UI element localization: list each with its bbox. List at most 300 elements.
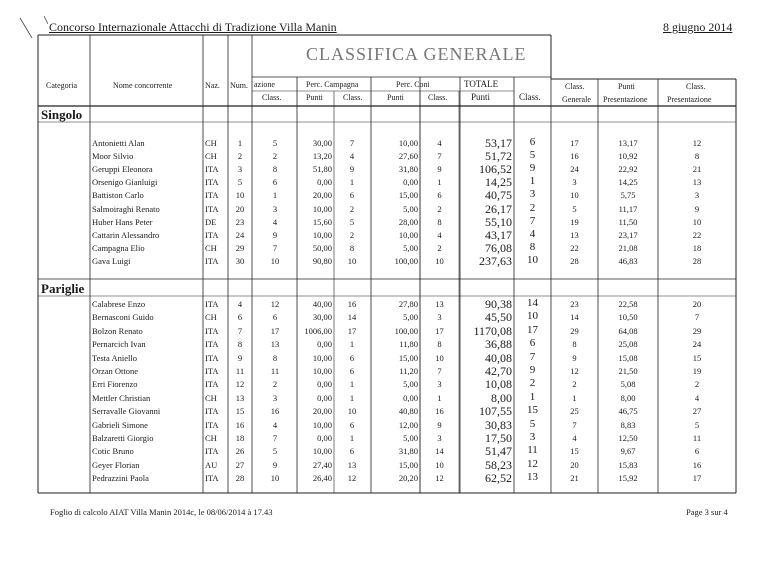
general-class: 4	[572, 433, 577, 443]
campagna-points: 0,00	[317, 379, 332, 390]
presentation-points: 21,08	[618, 242, 638, 253]
col-class-pres-1: Class.	[686, 82, 706, 91]
total-points: 26,17	[485, 201, 512, 216]
campagna-points: 51,80	[312, 164, 332, 175]
dressage-class: 3	[272, 203, 278, 214]
bib-number: 8	[237, 339, 243, 350]
general-class: 14	[570, 312, 579, 323]
coni-points: 20,20	[398, 473, 418, 484]
competitor-name: Antonietti Alan	[92, 138, 145, 148]
campagna-points: 1006,00	[304, 325, 332, 336]
presentation-class: 2	[694, 379, 700, 390]
coni-class: 4	[437, 138, 442, 148]
competitor-name: Pernarcich Ivan	[92, 339, 146, 350]
competitor-name: Orzan Ottone	[92, 366, 139, 376]
total-class: 1	[529, 175, 536, 188]
campagna-class: 6	[349, 352, 355, 363]
general-class: 23	[570, 299, 579, 309]
campagna-class: 6	[349, 190, 355, 201]
bib-number: 29	[235, 242, 245, 253]
bib-number: 23	[235, 216, 245, 227]
coni-class: 12	[435, 473, 444, 484]
total-class: 5	[529, 149, 536, 162]
campagna-class: 6	[349, 419, 355, 430]
campagna-points: 10,00	[312, 229, 332, 240]
bib-number: 13	[235, 392, 245, 403]
general-class: 29	[570, 325, 579, 336]
dressage-class: 7	[272, 433, 278, 443]
total-class: 4	[529, 227, 536, 240]
dressage-class: 13	[270, 339, 280, 350]
bib-number: 16	[235, 419, 245, 430]
dressage-class: 10	[270, 255, 280, 266]
total-class: 7	[529, 214, 536, 227]
dressage-class: 4	[272, 419, 278, 430]
general-class: 17	[570, 138, 579, 148]
campagna-class: 10	[347, 255, 357, 266]
total-class: 12	[527, 457, 538, 470]
campagna-points: 26,40	[312, 473, 332, 484]
campagna-class: 7	[349, 138, 355, 148]
presentation-class: 15	[692, 352, 702, 363]
nation: ITA	[205, 406, 219, 417]
presentation-points: 25,08	[618, 339, 638, 350]
campagna-class: 6	[349, 366, 355, 376]
document-date: 8 giugno 2014	[663, 20, 733, 34]
bib-number: 6	[237, 312, 243, 323]
competitor-name: Cotic Bruno	[92, 446, 134, 457]
total-points: 10,08	[485, 377, 512, 392]
competitor-name: Erri Fiorenzo	[92, 379, 138, 390]
presentation-points: 8,83	[620, 419, 636, 430]
bib-number: 15	[235, 406, 245, 417]
total-class: 15	[527, 404, 538, 417]
competitor-name: Battiston Carlo	[92, 190, 144, 201]
general-class: 3	[572, 177, 577, 188]
nation: ITA	[205, 379, 219, 390]
nation: ITA	[205, 229, 219, 240]
nation: DE	[205, 216, 217, 227]
coni-class: 17	[435, 325, 444, 336]
presentation-class: 19	[692, 366, 702, 376]
competitor-name: Testa Aniello	[92, 352, 137, 363]
nation: ITA	[205, 177, 219, 188]
coni-points: 15,00	[398, 352, 418, 363]
total-class: 9	[529, 162, 536, 175]
campagna-class: 8	[349, 242, 355, 253]
presentation-points: 13,17	[618, 138, 638, 148]
coni-class: 3	[437, 379, 442, 390]
general-class: 25	[570, 406, 579, 417]
competitor-name: Bolzon Renato	[92, 325, 143, 336]
presentation-class: 10	[692, 216, 702, 227]
coni-points: 28,00	[398, 216, 418, 227]
nation: ITA	[205, 419, 219, 430]
total-class: 8	[529, 240, 536, 253]
nation: AU	[205, 459, 218, 470]
campagna-points: 0,00	[317, 433, 332, 443]
total-points: 36,88	[485, 337, 512, 352]
presentation-points: 12,50	[618, 433, 638, 443]
nation: ITA	[205, 473, 219, 484]
nation: ITA	[205, 203, 219, 214]
general-class: 21	[570, 473, 579, 484]
presentation-points: 10,50	[618, 312, 638, 323]
coni-class: 8	[437, 339, 442, 350]
campagna-points: 30,00	[312, 138, 332, 148]
presentation-points: 22,92	[618, 164, 638, 175]
general-class: 5	[572, 203, 577, 214]
total-points: 55,10	[485, 214, 512, 229]
presentation-class: 24	[692, 339, 702, 350]
nation: ITA	[205, 164, 219, 175]
total-points: 107,55	[479, 404, 512, 419]
campagna-class: 2	[349, 229, 355, 240]
general-class: 9	[572, 352, 577, 363]
campagna-class: 9	[349, 164, 355, 175]
general-class: 28	[570, 255, 579, 266]
bib-number: 11	[235, 366, 245, 376]
general-class: 13	[570, 229, 579, 240]
presentation-points: 21,50	[618, 366, 638, 376]
campagna-points: 27,40	[312, 459, 332, 470]
coni-class: 14	[435, 446, 444, 457]
campagna-points: 0,00	[317, 177, 332, 188]
total-class: 2	[529, 201, 536, 214]
competitor-name: Calabrese Enzo	[92, 299, 146, 309]
presentation-points: 46,83	[618, 255, 638, 266]
total-class: 9	[529, 364, 536, 376]
campagna-points: 10,00	[312, 366, 332, 376]
dressage-class: 7	[272, 242, 278, 253]
dressage-class: 6	[272, 177, 278, 188]
col-class-generale-1: Class.	[565, 82, 585, 91]
total-points: 51,47	[485, 444, 512, 459]
bib-number: 28	[235, 473, 245, 484]
total-points: 53,17	[485, 136, 512, 150]
bib-number: 24	[235, 229, 245, 240]
general-class: 8	[572, 339, 577, 350]
campagna-points: 20,00	[312, 406, 332, 417]
nation: ITA	[205, 352, 219, 363]
coni-class: 3	[437, 433, 442, 443]
bib-number: 2	[237, 151, 243, 162]
presentation-points: 10,92	[618, 151, 638, 162]
coni-class: 7	[437, 366, 442, 376]
coni-points: 5,00	[403, 242, 418, 253]
nation: ITA	[205, 339, 219, 350]
presentation-points: 23,17	[618, 229, 638, 240]
nation: CH	[205, 392, 217, 403]
presentation-points: 14,25	[618, 177, 638, 188]
coni-points: 100,00	[394, 255, 418, 266]
campagna-class: 17	[347, 325, 357, 336]
competitor-name: Gava Luigi	[92, 255, 131, 266]
nation: ITA	[205, 446, 219, 457]
col-categoria: Categoria	[46, 81, 78, 90]
campagna-points: 0,00	[317, 339, 332, 350]
presentation-points: 8,00	[620, 392, 636, 403]
nation: ITA	[205, 190, 219, 201]
dressage-class: 8	[272, 164, 278, 175]
dressage-class: 10	[270, 473, 280, 484]
competitor-name: Mettler Christian	[92, 392, 151, 403]
presentation-class: 28	[692, 255, 702, 266]
coni-class: 3	[437, 312, 442, 323]
document-title: Concorso Internazionale Attacchi di Tradizione Villa Manin	[49, 20, 337, 34]
campagna-points: 15,60	[312, 216, 332, 227]
nation: CH	[205, 312, 217, 323]
presentation-points: 5,08	[620, 379, 636, 390]
total-points: 40,08	[485, 350, 512, 365]
total-class: 3	[529, 431, 536, 443]
col-naz: Naz.	[205, 81, 220, 90]
campagna-points: 10,00	[312, 203, 332, 214]
competitor-name: Orsenigo Gianluigi	[92, 177, 158, 188]
nation: CH	[205, 151, 217, 162]
campagna-points: 50,00	[312, 242, 332, 253]
presentation-class: 8	[694, 151, 700, 162]
dressage-class: 9	[272, 459, 278, 470]
bib-number: 27	[235, 459, 245, 470]
campagna-class: 1	[349, 392, 355, 403]
col-num: Num.	[230, 81, 248, 90]
campagna-class: 1	[349, 379, 355, 390]
coni-class: 1	[437, 177, 442, 188]
presentation-class: 21	[692, 164, 702, 175]
coni-class: 7	[437, 151, 442, 162]
campagna-points: 10,00	[312, 446, 332, 457]
total-class: 6	[529, 337, 536, 350]
competitor-name: Gabrieli Simone	[92, 419, 148, 430]
coni-class: 9	[437, 419, 442, 430]
competitor-name: Balzaretti Giorgio	[92, 433, 154, 443]
col-perc-campagna: Perc. Campagna	[306, 80, 359, 89]
presentation-class: 7	[694, 312, 700, 323]
presentation-class: 9	[694, 203, 700, 214]
campagna-class: 2	[349, 203, 355, 214]
competitor-name: Cattarin Alessandro	[92, 229, 160, 240]
general-class: 1	[572, 392, 577, 403]
campagna-class: 6	[349, 446, 355, 457]
coni-class: 6	[437, 190, 442, 201]
presentation-class: 17	[692, 473, 702, 484]
presentation-class: 11	[692, 433, 702, 443]
presentation-points: 11,50	[618, 216, 638, 227]
nation: ITA	[205, 255, 219, 266]
dressage-class: 11	[270, 366, 280, 376]
competitor-name: Campagna Elio	[92, 242, 145, 253]
campagna-class: 4	[349, 151, 355, 162]
presentation-points: 5,75	[620, 190, 636, 201]
campagna-points: 0,00	[317, 392, 332, 403]
total-points: 42,70	[485, 364, 512, 378]
competitor-name: Pedrazzini Paola	[92, 473, 149, 484]
competitor-name: Geyer Florian	[92, 459, 140, 470]
presentation-points: 15,92	[618, 473, 638, 484]
bib-number: 1	[237, 138, 243, 148]
coni-points: 15,00	[398, 459, 418, 470]
total-points: 14,25	[485, 175, 512, 190]
total-points: 40,75	[485, 188, 512, 203]
total-class: 6	[529, 136, 536, 148]
total-class: 14	[527, 297, 538, 309]
campagna-points: 20,00	[312, 190, 332, 201]
bib-number: 3	[237, 164, 243, 175]
total-points: 90,38	[485, 297, 512, 311]
total-points: 45,50	[485, 310, 512, 325]
bib-number: 30	[235, 255, 245, 266]
campagna-class: 14	[347, 312, 357, 323]
nation: CH	[205, 242, 217, 253]
total-points: 30,83	[485, 417, 512, 432]
campagna-class: 1	[349, 433, 355, 443]
presentation-class: 22	[692, 229, 702, 240]
section-pariglie: Pariglie	[41, 281, 85, 296]
campagna-class: 16	[347, 299, 357, 309]
dressage-class: 2	[272, 151, 278, 162]
coni-points: 31,80	[398, 446, 418, 457]
coni-class: 10	[435, 255, 444, 266]
total-class: 5	[529, 417, 536, 430]
total-class: 3	[529, 188, 536, 201]
coni-points: 0,00	[403, 177, 418, 188]
campagna-points: 30,00	[312, 312, 332, 323]
coni-points: 10,00	[398, 138, 418, 148]
presentation-class: 3	[694, 190, 700, 201]
bib-number: 7	[237, 325, 243, 336]
section-singolo: Singolo	[41, 107, 83, 122]
nation: CH	[205, 138, 217, 148]
competitor-name: Salmoiraghi Renato	[92, 203, 160, 214]
col-punti-pres-2: Presentazione	[603, 95, 648, 104]
presentation-points: 15,83	[618, 459, 638, 470]
dressage-class: 16	[270, 406, 280, 417]
coni-class: 9	[437, 164, 442, 175]
presentation-class: 4	[694, 392, 700, 403]
total-class: 13	[527, 471, 538, 484]
dressage-class: 8	[272, 352, 278, 363]
campagna-class: 10	[347, 406, 357, 417]
coni-points: 5,00	[403, 203, 418, 214]
total-points: 106,52	[479, 162, 512, 177]
competitor-name: Bernasconi Guido	[92, 312, 154, 323]
nation: ITA	[205, 325, 219, 336]
coni-points: 15,00	[398, 190, 418, 201]
coni-points: 31,80	[398, 164, 418, 175]
coni-points: 27,80	[398, 299, 418, 309]
dressage-class: 17	[270, 325, 280, 336]
competitor-name: Huber Hans Peter	[92, 216, 153, 227]
general-class: 24	[570, 164, 579, 175]
dressage-class: 1	[272, 190, 278, 201]
presentation-class: 18	[692, 242, 702, 253]
presentation-class: 13	[692, 177, 702, 188]
general-class: 2	[572, 379, 577, 390]
nation: ITA	[205, 299, 219, 309]
dressage-class: 5	[272, 138, 278, 148]
nation: ITA	[205, 366, 219, 376]
coni-class: 4	[437, 229, 442, 240]
sub-class-totale: Class.	[519, 92, 541, 102]
presentation-class: 29	[692, 325, 702, 336]
coni-class: 2	[437, 242, 442, 253]
presentation-points: 64,08	[618, 325, 638, 336]
col-punti-pres-1: Punti	[618, 82, 635, 91]
coni-class: 1	[437, 392, 442, 403]
campagna-class: 1	[349, 177, 355, 188]
presentation-class: 12	[692, 138, 702, 148]
col-totale: TOTALE	[464, 79, 499, 89]
total-points: 8,00	[491, 390, 512, 405]
total-points: 17,50	[485, 431, 512, 445]
campagna-class: 1	[349, 339, 355, 350]
total-points: 1170,08	[473, 323, 512, 338]
coni-points: 5,00	[403, 379, 418, 390]
campagna-class: 12	[347, 473, 357, 484]
col-class-generale-2: Generale	[562, 95, 591, 104]
bib-number: 12	[235, 379, 245, 390]
dressage-class: 5	[272, 446, 278, 457]
general-class: 22	[570, 242, 579, 253]
nation: CH	[205, 433, 217, 443]
sub-punti-coni: Punti	[387, 93, 404, 102]
campagna-points: 10,00	[312, 352, 332, 363]
dressage-class: 4	[272, 216, 278, 227]
coni-class: 8	[437, 216, 442, 227]
dressage-class: 12	[270, 299, 280, 309]
coni-points: 11,20	[399, 366, 418, 376]
presentation-points: 15,08	[618, 352, 638, 363]
presentation-class: 20	[692, 299, 702, 309]
total-points: 58,23	[485, 457, 512, 472]
general-class: 20	[570, 459, 579, 470]
presentation-points: 11,17	[618, 203, 638, 214]
dressage-class: 2	[272, 379, 278, 390]
competitor-name: Serravalle Giovanni	[92, 406, 161, 417]
general-class: 7	[572, 419, 577, 430]
general-class: 16	[570, 151, 579, 162]
presentation-class: 5	[694, 419, 700, 430]
total-class: 10	[527, 310, 538, 323]
campagna-points: 10,00	[312, 419, 332, 430]
total-class: 2	[529, 377, 536, 390]
bib-number: 4	[237, 299, 243, 309]
presentation-class: 27	[692, 406, 702, 417]
sub-class-campagna: Class.	[343, 93, 363, 102]
total-points: 51,72	[485, 149, 512, 164]
coni-class: 10	[435, 352, 444, 363]
presentation-points: 22,58	[618, 299, 638, 309]
sub-punti-totale: Punti	[471, 92, 491, 102]
presentation-points: 9,67	[620, 446, 636, 457]
coni-points: 27,60	[398, 151, 418, 162]
total-class: 7	[529, 350, 536, 363]
presentation-points: 46,75	[618, 406, 638, 417]
footer-source: Foglio di calcolo AIAT Villa Manin 2014c, le 08/06/2014 à 17.43	[50, 507, 273, 517]
total-class: 10	[527, 253, 538, 266]
col-nome: Nome concorrente	[113, 81, 173, 90]
coni-class: 2	[437, 203, 442, 214]
coni-points: 5,00	[403, 433, 418, 443]
total-class: 11	[527, 444, 538, 457]
coni-class: 16	[435, 406, 444, 417]
competitor-name: Geruppi Eleonora	[92, 164, 153, 175]
total-class: 1	[529, 390, 536, 403]
presentation-class: 6	[694, 446, 700, 457]
coni-points: 10,00	[398, 229, 418, 240]
bib-number: 18	[235, 433, 245, 443]
